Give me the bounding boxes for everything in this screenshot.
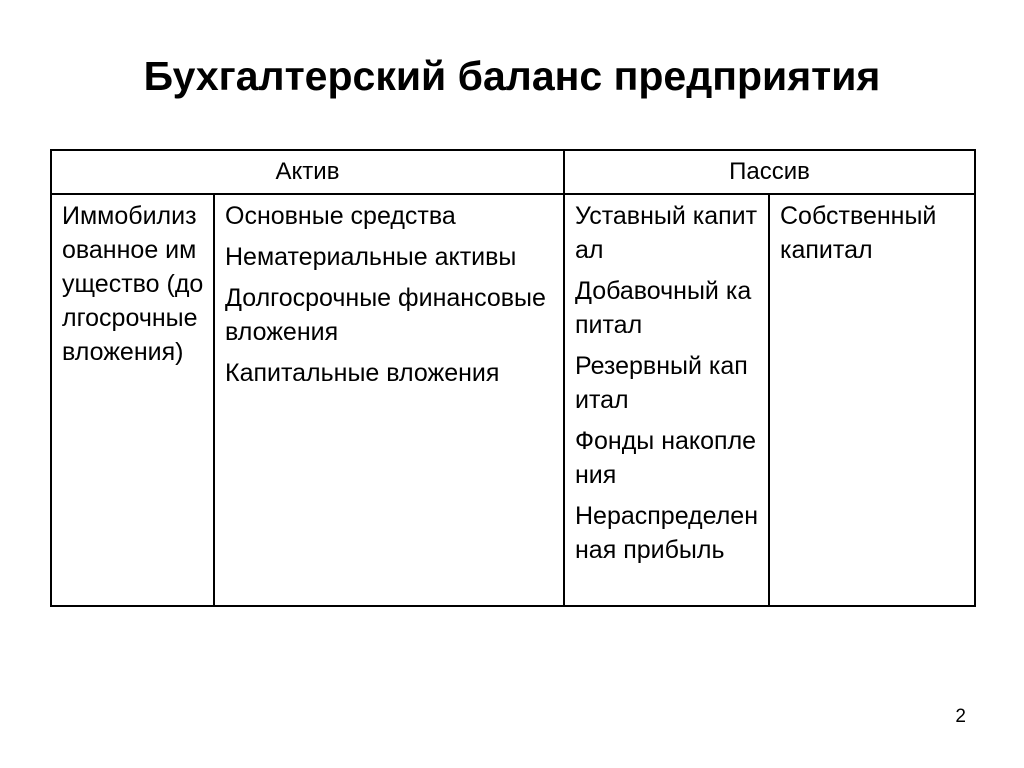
table-header-row [51,150,975,194]
liabilities-group-cell [769,194,975,606]
header-liabilities: Пассив [564,150,975,194]
assets-item: Долгосрочные финансовые вложения [225,284,546,346]
balance-sheet-table [50,149,976,607]
liabilities-item: Уставный капитал [575,202,758,264]
assets-items-cell [214,194,564,606]
table-body-row [51,194,975,606]
page-number: 2 [955,706,966,727]
assets-item: Нематериальные активы [225,243,517,271]
assets-item: Основные средства [225,202,456,230]
assets-item: Капитальные вложения [225,359,500,387]
header-assets: Актив [51,150,564,194]
assets-group-label: Иммобилизованное имущество (долгосрочные вложения) [62,202,204,366]
liabilities-group-label: Собственный капитал [780,202,937,264]
slide-title: Бухгалтерский баланс предприятия [143,53,881,99]
liabilities-item: Фонды накопления [575,427,757,489]
assets-group-cell [51,194,214,606]
liabilities-item: Нераспределенная прибыль [575,502,759,564]
liabilities-items-cell [564,194,769,606]
liabilities-item: Добавочный капитал [575,277,752,339]
liabilities-item: Резервный капитал [575,352,748,414]
